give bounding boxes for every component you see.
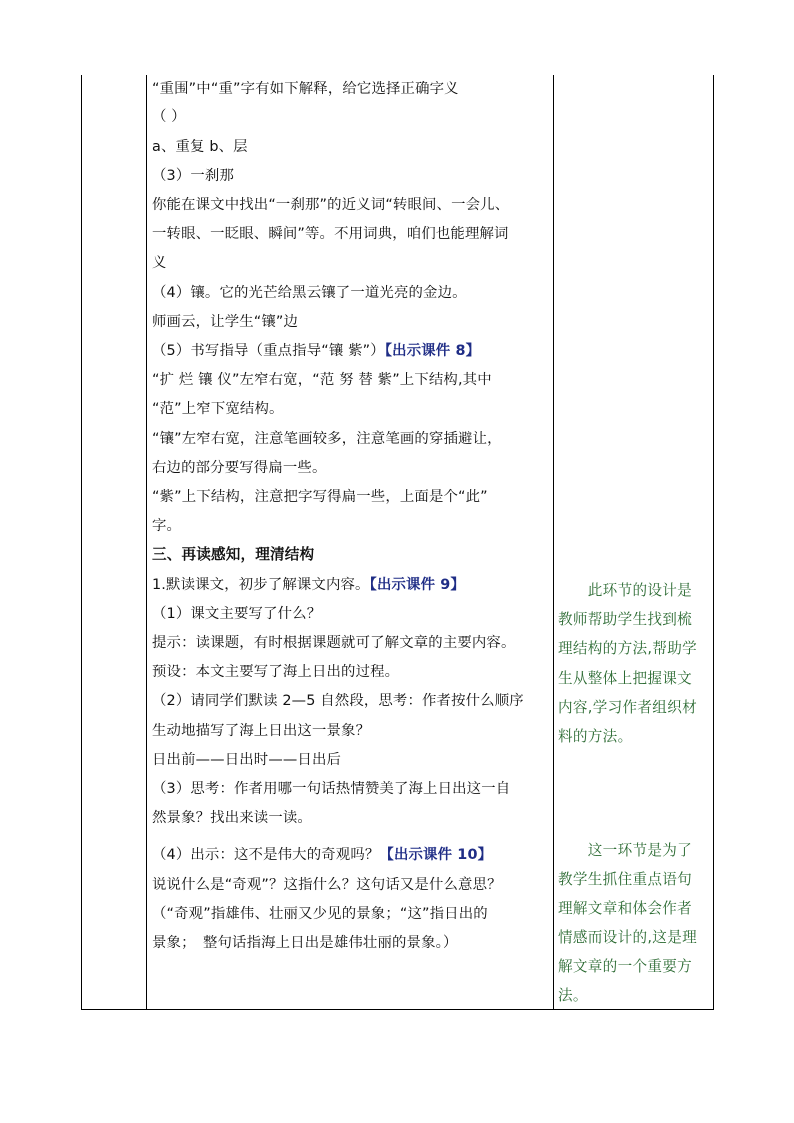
text-line	[152, 663, 554, 681]
text-line	[152, 576, 554, 594]
text-line	[152, 225, 554, 243]
text-segment: 师画云，让学生“镶”边	[152, 314, 299, 330]
text-segment: （5）书写指导（重点指导“镶 紫”）	[152, 343, 385, 359]
text-segment: 右边的部分要写得扁一些。	[152, 460, 327, 476]
text-segment: 说说什么是“奇观”？这指什么？这句话又是什么意思？	[152, 877, 502, 893]
text-segment: （4）镶。它的光芒给黑云镶了一道光亮的金边。	[152, 285, 467, 301]
text-segment: 提示：读课题，有时根据课题就可了解文章的主要内容。	[152, 635, 516, 651]
design-note-line: 解文章的一个重要方	[558, 958, 693, 975]
text-line	[152, 371, 554, 389]
text-segment: 字。	[152, 518, 182, 534]
text-line	[152, 284, 554, 302]
text-line	[152, 846, 554, 864]
table-border-left	[81, 75, 82, 1010]
design-note-line: 法。	[558, 987, 588, 1004]
text-segment: （3）思考：作者用哪一句话热情赞美了海上日出这一自	[152, 781, 511, 797]
text-segment: 景象； 整句话指海上日出是雄伟壮丽的景象。）	[152, 935, 458, 951]
design-note-line: 教学生抓住重点语句	[558, 871, 693, 888]
text-segment: 然景象？找出来读一读。	[152, 810, 312, 826]
text-segment: （3）一刹那	[152, 168, 235, 184]
text-line	[152, 313, 554, 331]
text-segment: a、重复 b、层	[152, 139, 248, 155]
text-line	[152, 809, 554, 827]
text-segment: 一转眼、一眨眼、瞬间”等。不用词典，咱们也能理解词	[152, 226, 509, 242]
text-line	[152, 605, 554, 623]
text-line	[152, 167, 554, 185]
text-line	[152, 905, 554, 923]
design-note-line: 理结构的方法,帮助学	[558, 640, 697, 657]
text-segment: （“奇观”指雄伟、壮丽又少见的景象；“这”指日出的	[152, 906, 488, 922]
table-bottom-border	[81, 1009, 714, 1010]
text-line	[152, 546, 554, 564]
text-line	[152, 722, 554, 740]
text-segment: 1.默读课文，初步了解课文内容。	[152, 577, 370, 593]
text-line	[152, 254, 554, 272]
text-line	[152, 634, 554, 652]
text-line	[152, 80, 554, 98]
text-segment: 义	[152, 255, 167, 271]
text-line	[152, 692, 554, 710]
design-note-line: 生从整体上把握课文	[558, 670, 693, 687]
design-note-line: 这一环节是为了	[558, 842, 693, 859]
text-segment: 生动地描写了海上日出这一景象？	[152, 723, 371, 739]
courseware-tag: 【出示课件 8】	[384, 343, 481, 359]
text-line	[152, 780, 554, 798]
table-column-divider-2	[553, 75, 554, 1010]
text-line	[152, 430, 554, 448]
text-segment: （ ）	[152, 109, 186, 125]
text-line	[152, 196, 554, 214]
text-line	[152, 751, 554, 769]
text-segment: “紫”上下结构，注意把字写得扁一些，上面是个“此”	[152, 489, 488, 505]
table-column-divider-1	[146, 75, 147, 1010]
text-line	[152, 488, 554, 506]
text-line	[152, 459, 554, 477]
text-segment: “范”上窄下宽结构。	[152, 401, 284, 417]
design-note-line: 此环节的设计是	[558, 582, 693, 599]
text-line	[152, 342, 554, 360]
text-segment: 你能在课文中找出“一刹那”的近义词“转眼间、一会儿、	[152, 197, 510, 213]
text-segment: “镶”左窄右宽，注意笔画较多，注意笔画的穿插避让，	[152, 431, 502, 447]
text-line	[152, 876, 554, 894]
text-segment: （1）课文主要写了什么？	[152, 606, 322, 622]
text-segment: 日出前——日出时——日出后	[152, 752, 342, 768]
text-line	[152, 517, 554, 535]
text-line	[152, 138, 554, 156]
section-heading: 三、再读感知，理清结构	[152, 546, 315, 563]
design-note-line: 理解文章和体会作者	[558, 900, 693, 917]
design-note-line: 情感而设计的,这是理	[558, 929, 697, 946]
design-note-line: 料的方法。	[558, 728, 633, 745]
text-segment: （2）请同学们默读 2—5 自然段，思考：作者按什么顺序	[152, 693, 524, 709]
text-line	[152, 400, 554, 418]
courseware-tag: 【出示课件 9】	[369, 577, 465, 593]
text-segment: “扩 烂 镶 仪”左窄右宽，“范 努 替 紫”上下结构,其中	[152, 372, 492, 388]
text-segment: “重围”中“重”字有如下解释，给它选择正确字义	[152, 81, 459, 97]
table-border-right	[713, 75, 714, 1010]
text-segment: （4）出示：这不是伟大的奇观吗？	[152, 847, 380, 863]
design-note-line: 教师帮助学生找到梳	[558, 611, 693, 628]
courseware-tag: 【出示课件 10】	[379, 847, 493, 863]
text-segment: 预设：本文主要写了海上日出的过程。	[152, 664, 400, 680]
design-note-line: 内容,学习作者组织材	[558, 699, 697, 716]
text-line	[152, 934, 554, 952]
text-line	[152, 108, 554, 126]
